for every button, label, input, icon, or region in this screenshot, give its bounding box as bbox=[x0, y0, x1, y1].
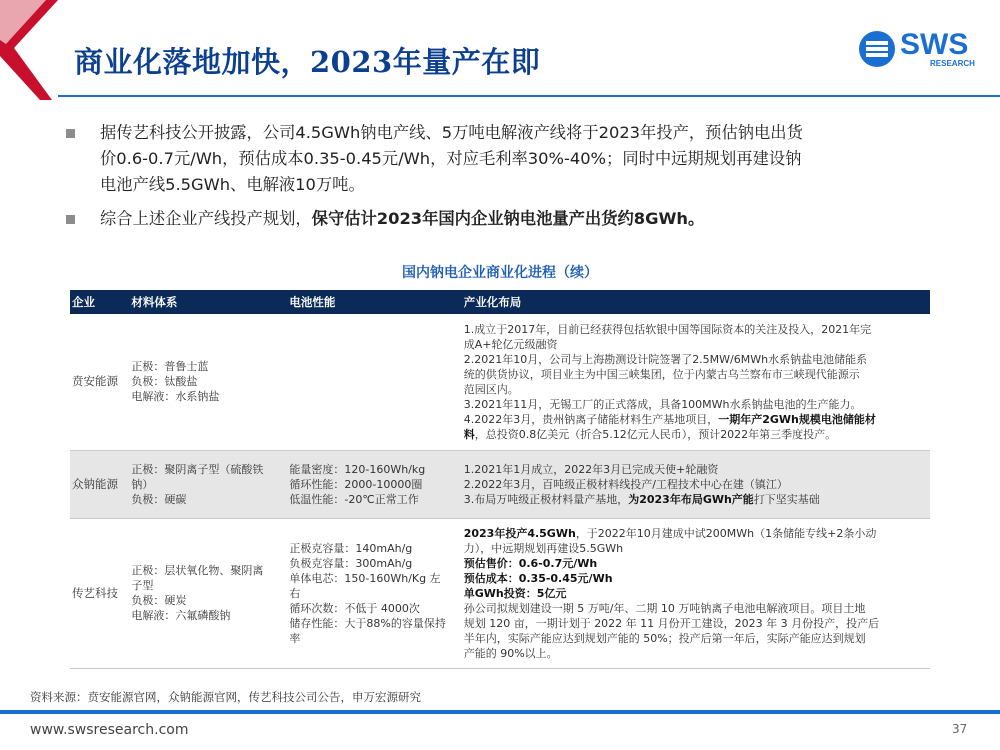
page-number: 37 bbox=[952, 722, 968, 736]
performance-line: 率 bbox=[289, 631, 301, 645]
layout-text: ，于2022年10月建成中试200MWh（1条储能专线+2条小动 bbox=[575, 526, 877, 540]
bullet-text: 综合上述企业产线投产规划， bbox=[100, 209, 312, 228]
layout-line: 规划 120 亩，一期计划于 2022 年 11 月份开工建设，2023 年 3 月份投产，投产后 bbox=[463, 616, 880, 630]
layout-line: 孙公司拟规划建设一期 5 万吨/年、二期 10 万吨钠离子电池电解液项目。项目土地 bbox=[463, 601, 866, 615]
table-row bbox=[70, 450, 930, 518]
sws-logo bbox=[858, 28, 978, 72]
header-performance: 电池性能 bbox=[287, 290, 461, 314]
bullet-text-line: 电池产线5.5GWh、电解液10万吨。 bbox=[100, 175, 365, 194]
layout-line: 2.2021年10月，公司与上海勘测设计院签署了2.5MW/6MWh水系钠盐电池储能系 bbox=[463, 352, 868, 366]
cell-company: 贲安能源 bbox=[70, 314, 129, 450]
layout-line-bold: 单GWh投资：5亿元 bbox=[463, 586, 567, 600]
cell-company: 众钠能源 bbox=[70, 450, 129, 518]
cell-layout bbox=[462, 314, 930, 450]
logo-subtext: RESEARCH bbox=[930, 59, 975, 68]
layout-line: 半年内，实际产能应达到规划产能的 50%；投产后第一年后，实际产能应达到规划 bbox=[463, 631, 866, 645]
table-header-row bbox=[70, 290, 930, 314]
material-line: 负极：硬炭 bbox=[131, 594, 187, 607]
logo-text: SWS bbox=[900, 28, 969, 61]
bullet-square-icon bbox=[66, 129, 75, 138]
layout-line bbox=[464, 492, 928, 507]
material-line: 钠） bbox=[131, 477, 154, 491]
slide-title: 商业化落地加快，2023年量产在即 bbox=[74, 45, 541, 79]
footer-url-link[interactable]: www.swsresearch.com bbox=[30, 722, 189, 738]
header-materials: 材料体系 bbox=[129, 290, 287, 314]
layout-line bbox=[464, 412, 928, 427]
table-title: 国内钠电企业商业化进程（续） bbox=[402, 265, 598, 281]
cell-layout bbox=[462, 518, 930, 668]
material-line: 正极：聚阴离子型（硫酸铁 bbox=[131, 462, 264, 476]
layout-text-bold: 一期年产2GWh规模电池储能材 bbox=[718, 412, 876, 426]
layout-line bbox=[464, 427, 928, 442]
bullet-list bbox=[66, 120, 946, 240]
performance-line: 循环次数：不低于 4000次 bbox=[289, 601, 420, 615]
bullet-text-line: 价0.6-0.7元/Wh，预估成本0.35-0.45元/Wh，对应毛利率30%-40%；同时中远期规划再建设钠 bbox=[100, 149, 802, 168]
layout-text: 3.布局万吨级正极材料量产基地， bbox=[463, 492, 629, 506]
footer-divider bbox=[0, 710, 1000, 714]
layout-line: 范园区内。 bbox=[463, 382, 519, 396]
cell-materials bbox=[129, 518, 287, 668]
material-line: 正极：层状氧化物、聚阴离 bbox=[131, 564, 264, 577]
performance-line: 能量密度：120-160Wh/kg bbox=[289, 462, 426, 476]
table-row bbox=[70, 314, 930, 450]
layout-line-bold: 预估成本：0.35-0.45元/Wh bbox=[463, 571, 613, 585]
layout-line-bold: 预估售价：0.6-0.7元/Wh bbox=[463, 556, 598, 570]
cell-performance bbox=[287, 450, 461, 518]
layout-text: 打下坚实基础 bbox=[753, 492, 820, 506]
material-line: 负极：钛酸盐 bbox=[131, 375, 198, 389]
header-layout: 产业化布局 bbox=[462, 290, 930, 314]
cell-company: 传艺科技 bbox=[70, 518, 129, 668]
performance-line: 负极克容量：300mAh/g bbox=[289, 556, 413, 570]
bullet-text-bold: 保守估计2023年国内企业钠电池量产出货约8GWh。 bbox=[311, 209, 705, 228]
performance-line: 循环性能：2000-10000圈 bbox=[289, 477, 423, 491]
performance-line: 右 bbox=[289, 586, 301, 600]
table-row bbox=[70, 518, 930, 668]
performance-line: 单体电芯：150-160Wh/Kg 左 bbox=[289, 571, 441, 585]
cell-materials bbox=[129, 314, 287, 450]
layout-text: ，总投资0.8亿美元（折合5.12亿元人民币），预计2022年第三季度投产。 bbox=[474, 427, 837, 441]
layout-text: 4.2022年3月，贵州钠离子储能材料生产基地项目， bbox=[463, 412, 719, 426]
layout-text-bold: 2023年投产4.5GWh bbox=[463, 526, 576, 540]
layout-line: 1.成立于2017年，目前已经获得包括软银中国等国际资本的关注及投入，2021年完 bbox=[463, 322, 872, 336]
layout-text-bold: 料 bbox=[463, 427, 475, 441]
cell-materials bbox=[129, 450, 287, 518]
layout-line: 2.2022年3月，百吨级正极材料线投产/工程技术中心在建（镇江） bbox=[463, 477, 788, 491]
header-company: 企业 bbox=[70, 290, 129, 314]
layout-line: 产能的 90%以上。 bbox=[463, 646, 558, 660]
material-line: 电解液：水系钠盐 bbox=[131, 390, 220, 404]
material-line: 负极：硬碳 bbox=[131, 492, 187, 506]
layout-line: 力），中远期规划再建设5.5GWh bbox=[463, 541, 624, 555]
sws-logo-icon bbox=[858, 30, 896, 68]
performance-line: 正极克容量：140mAh/g bbox=[289, 541, 413, 555]
layout-line bbox=[464, 526, 928, 541]
bullet-text-line: 据传艺科技公开披露，公司4.5GWh钠电产线、5万吨电解液产线将于2023年投产，预估钠电出货 bbox=[100, 123, 803, 142]
layout-line: 统的供货协议，项目业主为中国三峡集团，位于内蒙古乌兰察布市三峡现代能源示 bbox=[463, 367, 860, 381]
material-line: 子型 bbox=[131, 579, 154, 592]
material-line: 正极：普鲁士蓝 bbox=[131, 360, 209, 374]
bullet-item bbox=[66, 206, 946, 232]
performance-line: 储存性能：大于88%的容量保持 bbox=[289, 616, 446, 630]
source-note: 资料来源：贲安能源官网，众钠能源官网，传艺科技公司公告，申万宏源研究 bbox=[30, 690, 421, 704]
company-table bbox=[70, 290, 930, 669]
bullet-item bbox=[66, 120, 946, 198]
bullet-square-icon bbox=[66, 215, 75, 224]
cell-performance bbox=[287, 314, 461, 450]
performance-line: 低温性能：-20℃正常工作 bbox=[289, 492, 419, 506]
layout-line: 成A+轮亿元级融资 bbox=[463, 337, 558, 351]
layout-text-bold: 为2023年布局GWh产能 bbox=[628, 492, 754, 506]
layout-line: 1.2021年1月成立，2022年3月已完成天使+轮融资 bbox=[463, 462, 719, 476]
layout-line: 3.2021年11月，无锡工厂的正式落成，具备100MWh水系钠盐电池的生产能力。 bbox=[463, 397, 862, 411]
cell-performance bbox=[287, 518, 461, 668]
cell-layout bbox=[462, 450, 930, 518]
material-line: 电解液：六氟磷酸钠 bbox=[131, 609, 231, 622]
